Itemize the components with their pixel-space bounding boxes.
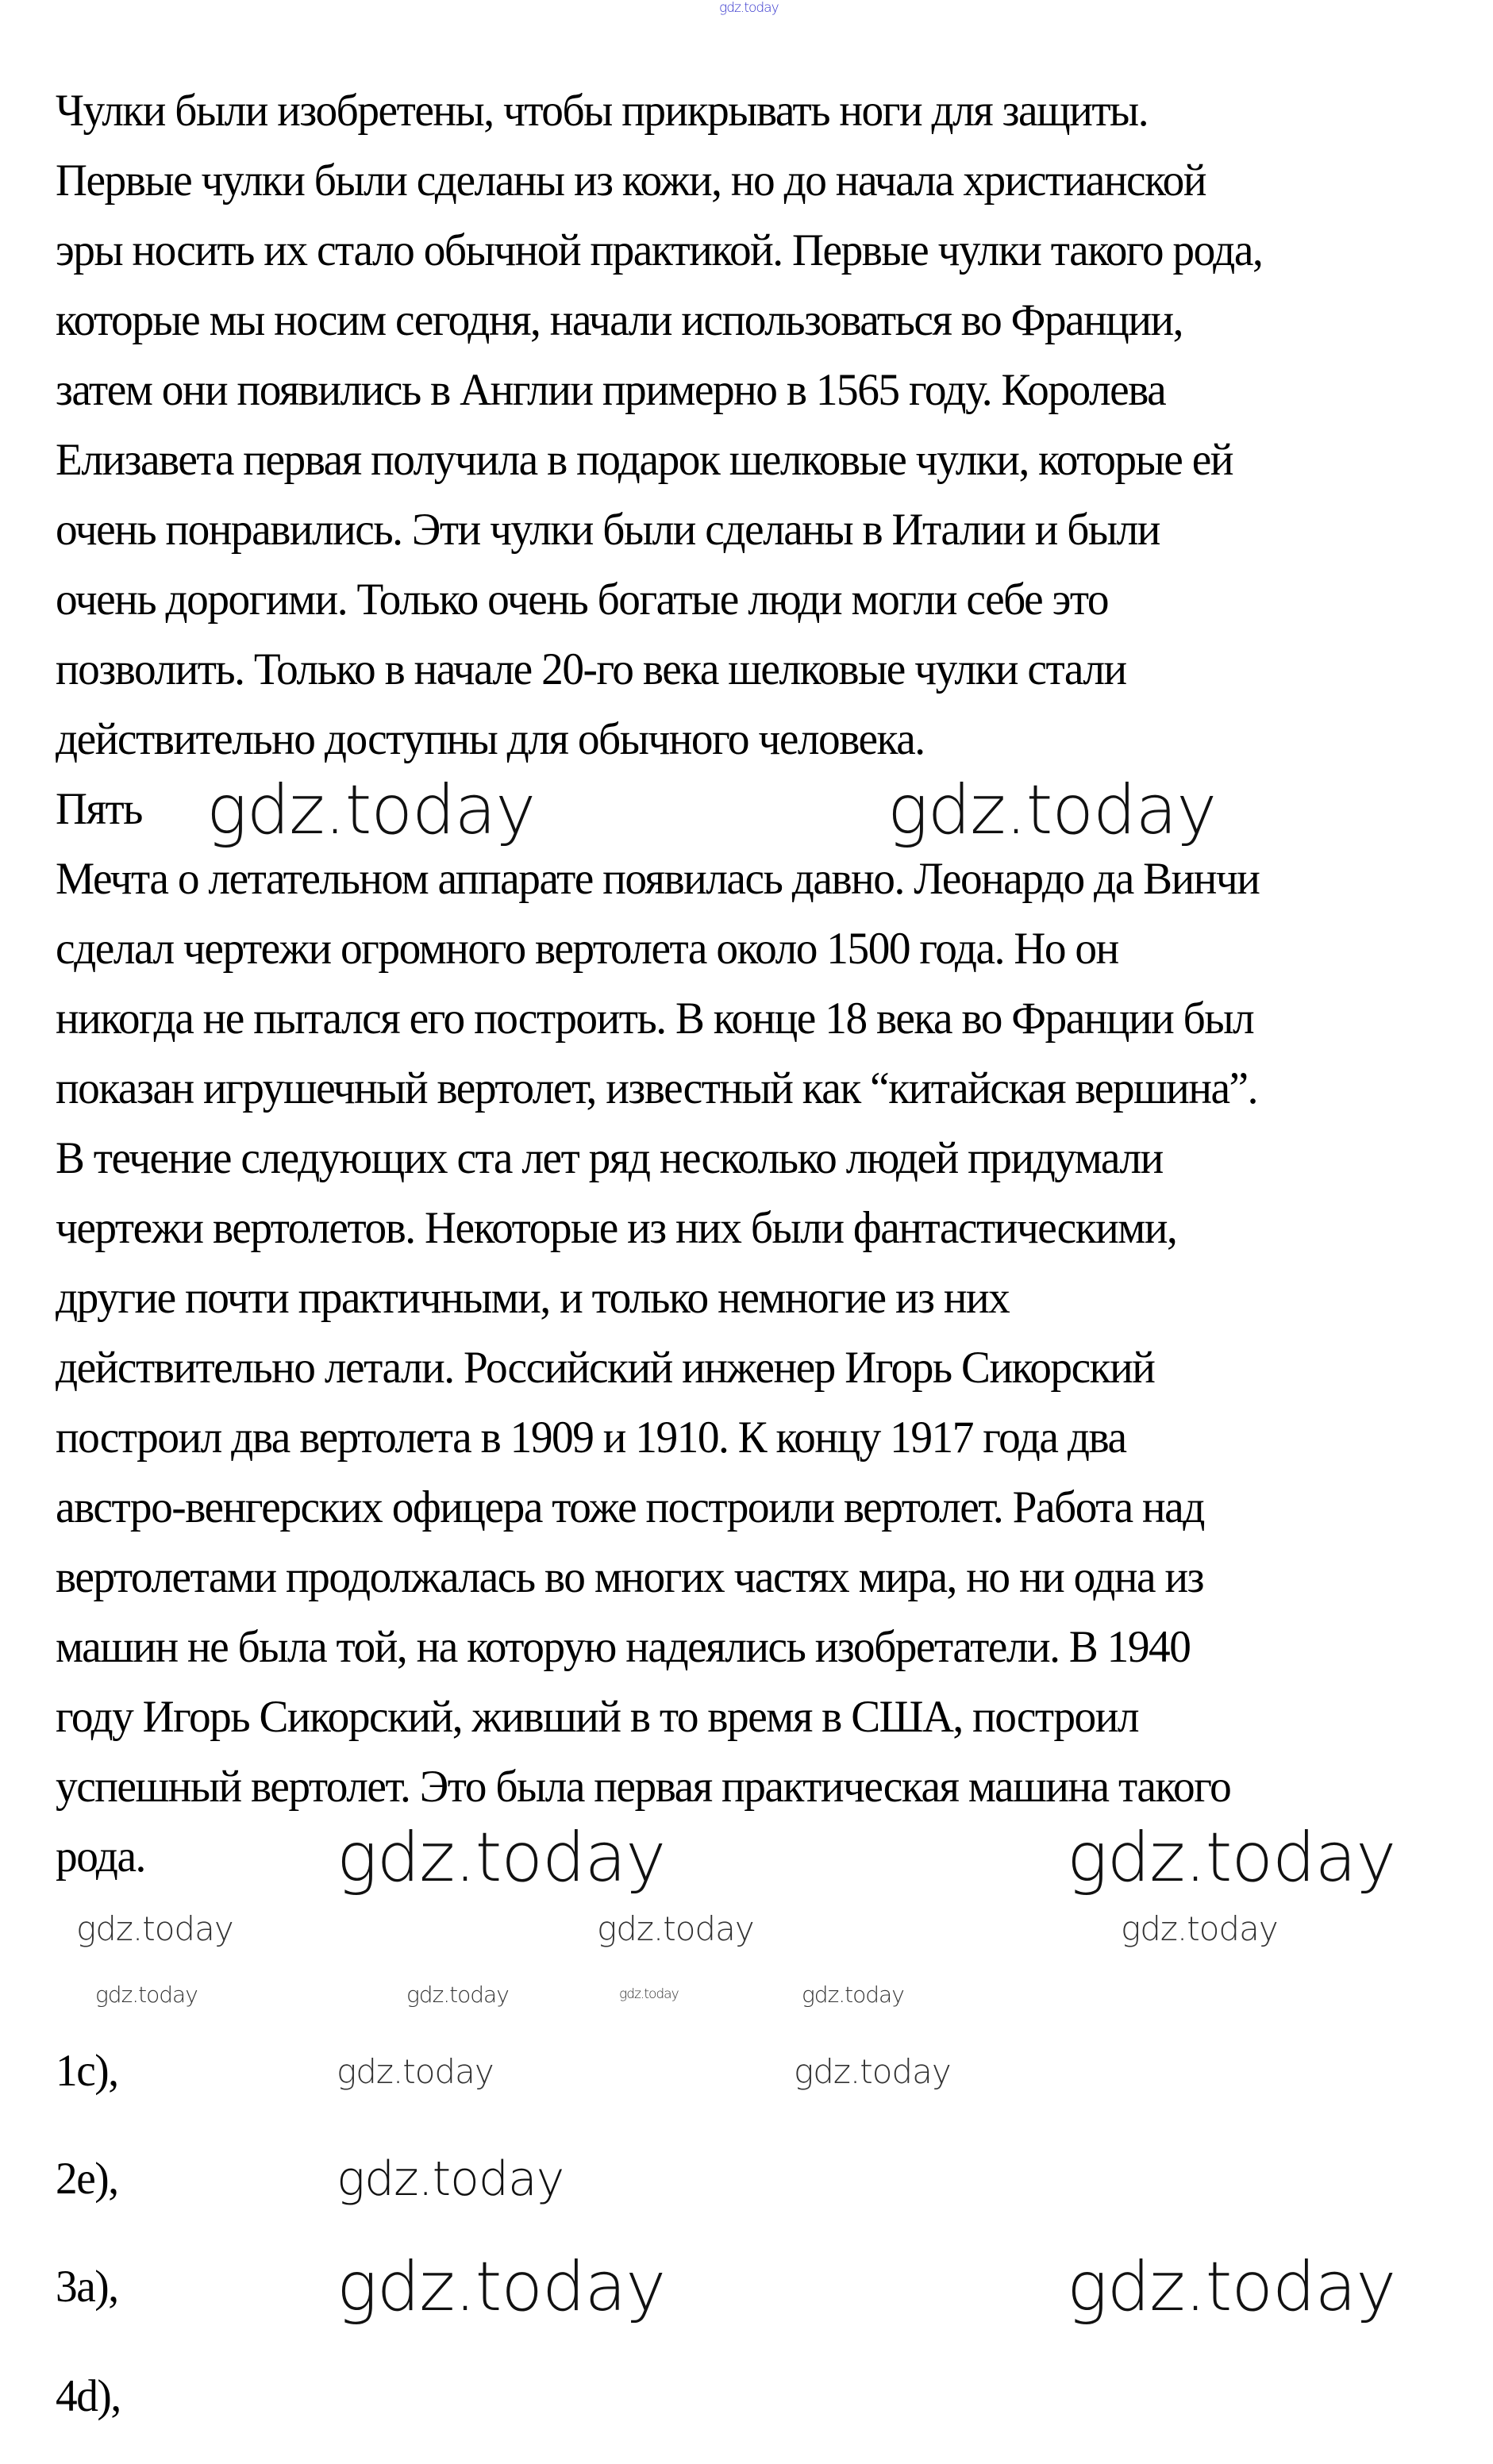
text-line: действительно доступны для обычного человека. — [56, 714, 925, 764]
text-line: успешный вертолет. Это была первая практическая машина такого — [56, 1762, 1231, 1812]
watermark-top: gdz.today — [719, 0, 779, 16]
watermark: gdz.today — [337, 1818, 666, 1897]
text-line: австро-венгерских офицера тоже построили вертолет. Работа над — [56, 1482, 1204, 1532]
text-line: позволить. Только в начале 20-го века шелковые чулки стали — [56, 644, 1126, 694]
text-line: Мечта о летательном аппарате появилась давно. Леонардо да Винчи — [56, 854, 1260, 904]
watermark: gdz.today — [76, 1909, 233, 1948]
answer-item: 2e), — [56, 2154, 118, 2204]
watermark: gdz.today — [887, 771, 1217, 850]
text-line: чертежи вертолетов. Некоторые из них были фантастическими, — [56, 1203, 1177, 1253]
watermark: gdz.today — [206, 771, 536, 850]
text-line: машин не была той, на которую надеялись изобретатели. В 1940 — [56, 1622, 1191, 1672]
answer-item: 1c), — [56, 2046, 118, 2096]
text-line: В течение следующих ста лет ряд несколько людей придумали — [56, 1133, 1163, 1183]
watermark: gdz.today — [597, 1909, 754, 1948]
text-line: очень понравились. Эти чулки были сделаны в Италии и были — [56, 505, 1160, 555]
text-line: построил два вертолета в 1909 и 1910. К концу 1917 года два — [56, 1413, 1126, 1463]
watermark: gdz.today — [406, 1982, 509, 2008]
text-line: действительно летали. Российский инженер Игорь Сикорский — [56, 1343, 1155, 1393]
text-line: никогда не пытался его построить. В конце 18 века во Франции был — [56, 994, 1254, 1044]
text-line: затем они появились в Англии примерно в 1565 году. Королева — [56, 365, 1166, 415]
watermark: gdz.today — [95, 1982, 198, 2008]
text-line: Елизавета первая получила в подарок шелковые чулки, которые ей — [56, 435, 1233, 485]
text-line: которые мы носим сегодня, начали использоваться во Франции, — [56, 295, 1183, 345]
text-line: году Игорь Сикорский, живший в то время в США, построил — [56, 1692, 1138, 1742]
text-line: очень дорогими. Только очень богатые люди могли себе это — [56, 575, 1109, 625]
answer-item: 3a), — [56, 2262, 118, 2312]
text-line: рода. — [56, 1832, 145, 1882]
watermark: gdz.today — [337, 2052, 494, 2091]
watermark: gdz.today — [1121, 1909, 1278, 1948]
text-line: Чулки были изобретены, чтобы прикрывать ноги для защиты. — [56, 86, 1149, 136]
text-line: показан игрушечный вертолет, известный как “китайская вершина”. — [56, 1063, 1257, 1113]
text-line: Первые чулки были сделаны из кожи, но до начала христианской — [56, 156, 1206, 206]
watermark: gdz.today — [1067, 2247, 1396, 2327]
answer-item: 4d), — [56, 2371, 121, 2421]
text-line: другие почти практичными, и только немногие из них — [56, 1273, 1010, 1323]
text-line: сделал чертежи огромного вертолета около 1500 года. Но он — [56, 924, 1118, 974]
watermark: gdz.today — [1067, 1818, 1396, 1897]
watermark: gdz.today — [337, 2151, 564, 2207]
watermark: gdz.today — [794, 2052, 951, 2091]
text-line: эры носить их стало обычной практикой. Первые чулки такого рода, — [56, 225, 1263, 275]
watermark: gdz.today — [802, 1982, 904, 2008]
text-line: вертолетами продолжалась во многих частях мира, но ни одна из — [56, 1552, 1204, 1602]
section-heading: Пять — [56, 784, 142, 834]
watermark: gdz.today — [619, 1986, 679, 2002]
watermark: gdz.today — [337, 2247, 666, 2327]
